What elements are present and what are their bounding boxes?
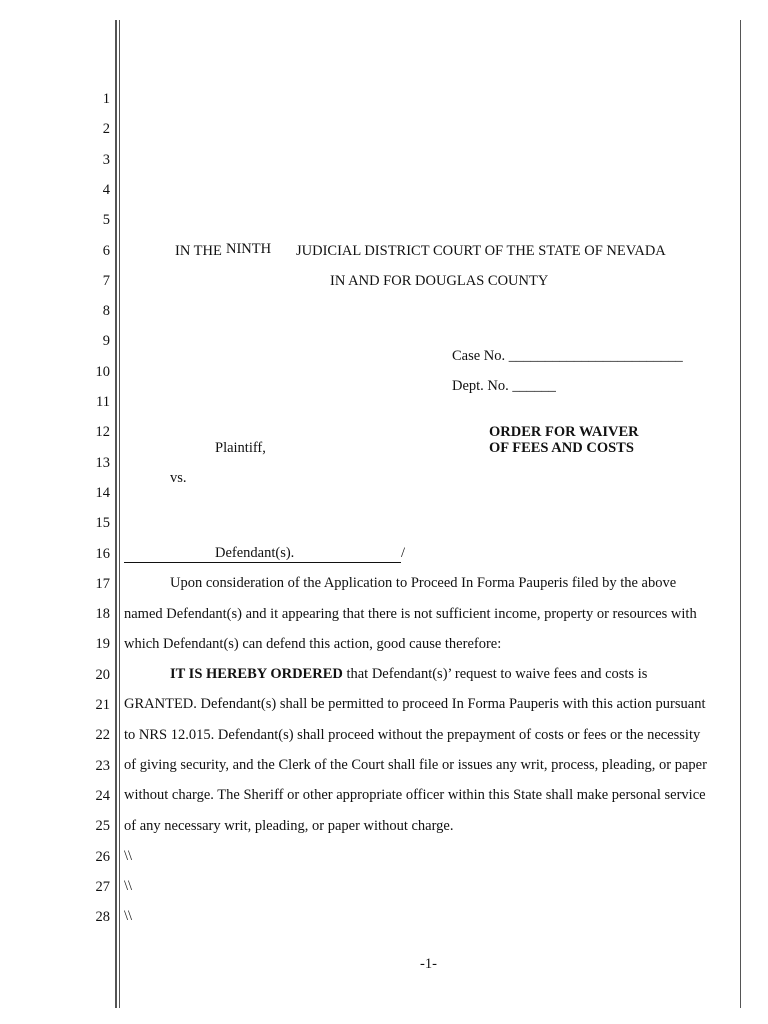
line-number: 7 — [102, 272, 110, 289]
line-number: 4 — [102, 181, 110, 198]
line-number: 2 — [102, 121, 110, 138]
line-number: 6 — [102, 242, 110, 259]
left-margin-rule-inner — [119, 20, 120, 1008]
line-number: 19 — [95, 636, 110, 653]
line-number: 27 — [95, 878, 110, 895]
body-line-17: Upon consideration of the Application to Proceed In Forma Pauperis filed by the above — [170, 575, 677, 591]
ordered-bold-text: IT IS HEREBY ORDERED — [170, 666, 343, 682]
body-line-22: to NRS 12.015. Defendant(s) shall proceed without the prepayment of costs or fees or the necessity — [124, 727, 701, 743]
body-line-20 — [170, 666, 647, 683]
defendant-underline — [124, 562, 401, 563]
versus-label: vs. — [170, 470, 187, 486]
continuation-mark-27: \\ — [124, 878, 133, 894]
body-line-21: GRANTED. Defendant(s) shall be permitted to proceed In Forma Pauperis with this action pursuant — [124, 696, 706, 712]
line-number: 11 — [96, 394, 110, 410]
line-number: 24 — [95, 787, 110, 804]
line-number: 25 — [95, 818, 110, 835]
ordered-rest-text: that Defendant(s)’ request to waive fees and costs is — [342, 666, 648, 682]
line-number: 20 — [95, 666, 110, 683]
line-number: 1 — [102, 91, 110, 107]
line-number: 13 — [95, 454, 110, 471]
defendant-label: Defendant(s). — [215, 545, 295, 561]
district-name: NINTH — [226, 241, 272, 257]
line-number: 21 — [95, 697, 110, 713]
order-title-line1: ORDER FOR WAIVER — [489, 424, 639, 440]
line-number: 23 — [95, 757, 110, 774]
line-number: 26 — [95, 848, 110, 865]
right-margin-rule — [740, 20, 741, 1008]
page-number: -1- — [420, 956, 437, 972]
body-line-25: of any necessary writ, pleading, or paper without charge. — [124, 818, 454, 834]
left-margin-rule-outer — [115, 20, 117, 1008]
line-number: 8 — [102, 303, 110, 320]
line-number: 18 — [95, 606, 110, 623]
line-number: 17 — [95, 575, 110, 592]
line-number: 3 — [102, 151, 110, 168]
continuation-mark-28: \\ — [124, 908, 133, 924]
court-name: JUDICIAL DISTRICT COURT OF THE STATE OF NEVADA — [296, 243, 666, 259]
line-number: 15 — [95, 515, 110, 532]
line-number: 9 — [102, 333, 110, 350]
continuation-mark-26: \\ — [124, 848, 133, 864]
line-number: 5 — [102, 212, 110, 229]
body-line-23: of giving security, and the Clerk of the Court shall file or issues any writ, process, pleading, or paper — [124, 757, 707, 773]
line-number: 16 — [95, 545, 110, 562]
case-number-field: Case No. ________________________ — [452, 348, 683, 364]
dept-number-field: Dept. No. ______ — [452, 378, 556, 394]
court-prefix: IN THE — [175, 243, 222, 259]
order-title-line2: OF FEES AND COSTS — [489, 440, 634, 456]
body-line-18: named Defendant(s) and it appearing that there is not sufficient income, property or resources with — [124, 606, 697, 622]
plaintiff-label: Plaintiff, — [215, 440, 266, 456]
line-number: 10 — [95, 363, 110, 380]
line-number: 28 — [95, 909, 110, 926]
line-number: 22 — [95, 727, 110, 744]
body-line-19: which Defendant(s) can defend this action, good cause therefore: — [124, 636, 502, 652]
line-number: 14 — [95, 484, 110, 501]
line-number: 12 — [95, 424, 110, 441]
caption-slash: / — [401, 545, 406, 561]
body-line-24: without charge. The Sheriff or other appropriate officer within this State shall make personal service — [124, 787, 706, 803]
county-line: IN AND FOR DOUGLAS COUNTY — [330, 273, 549, 289]
